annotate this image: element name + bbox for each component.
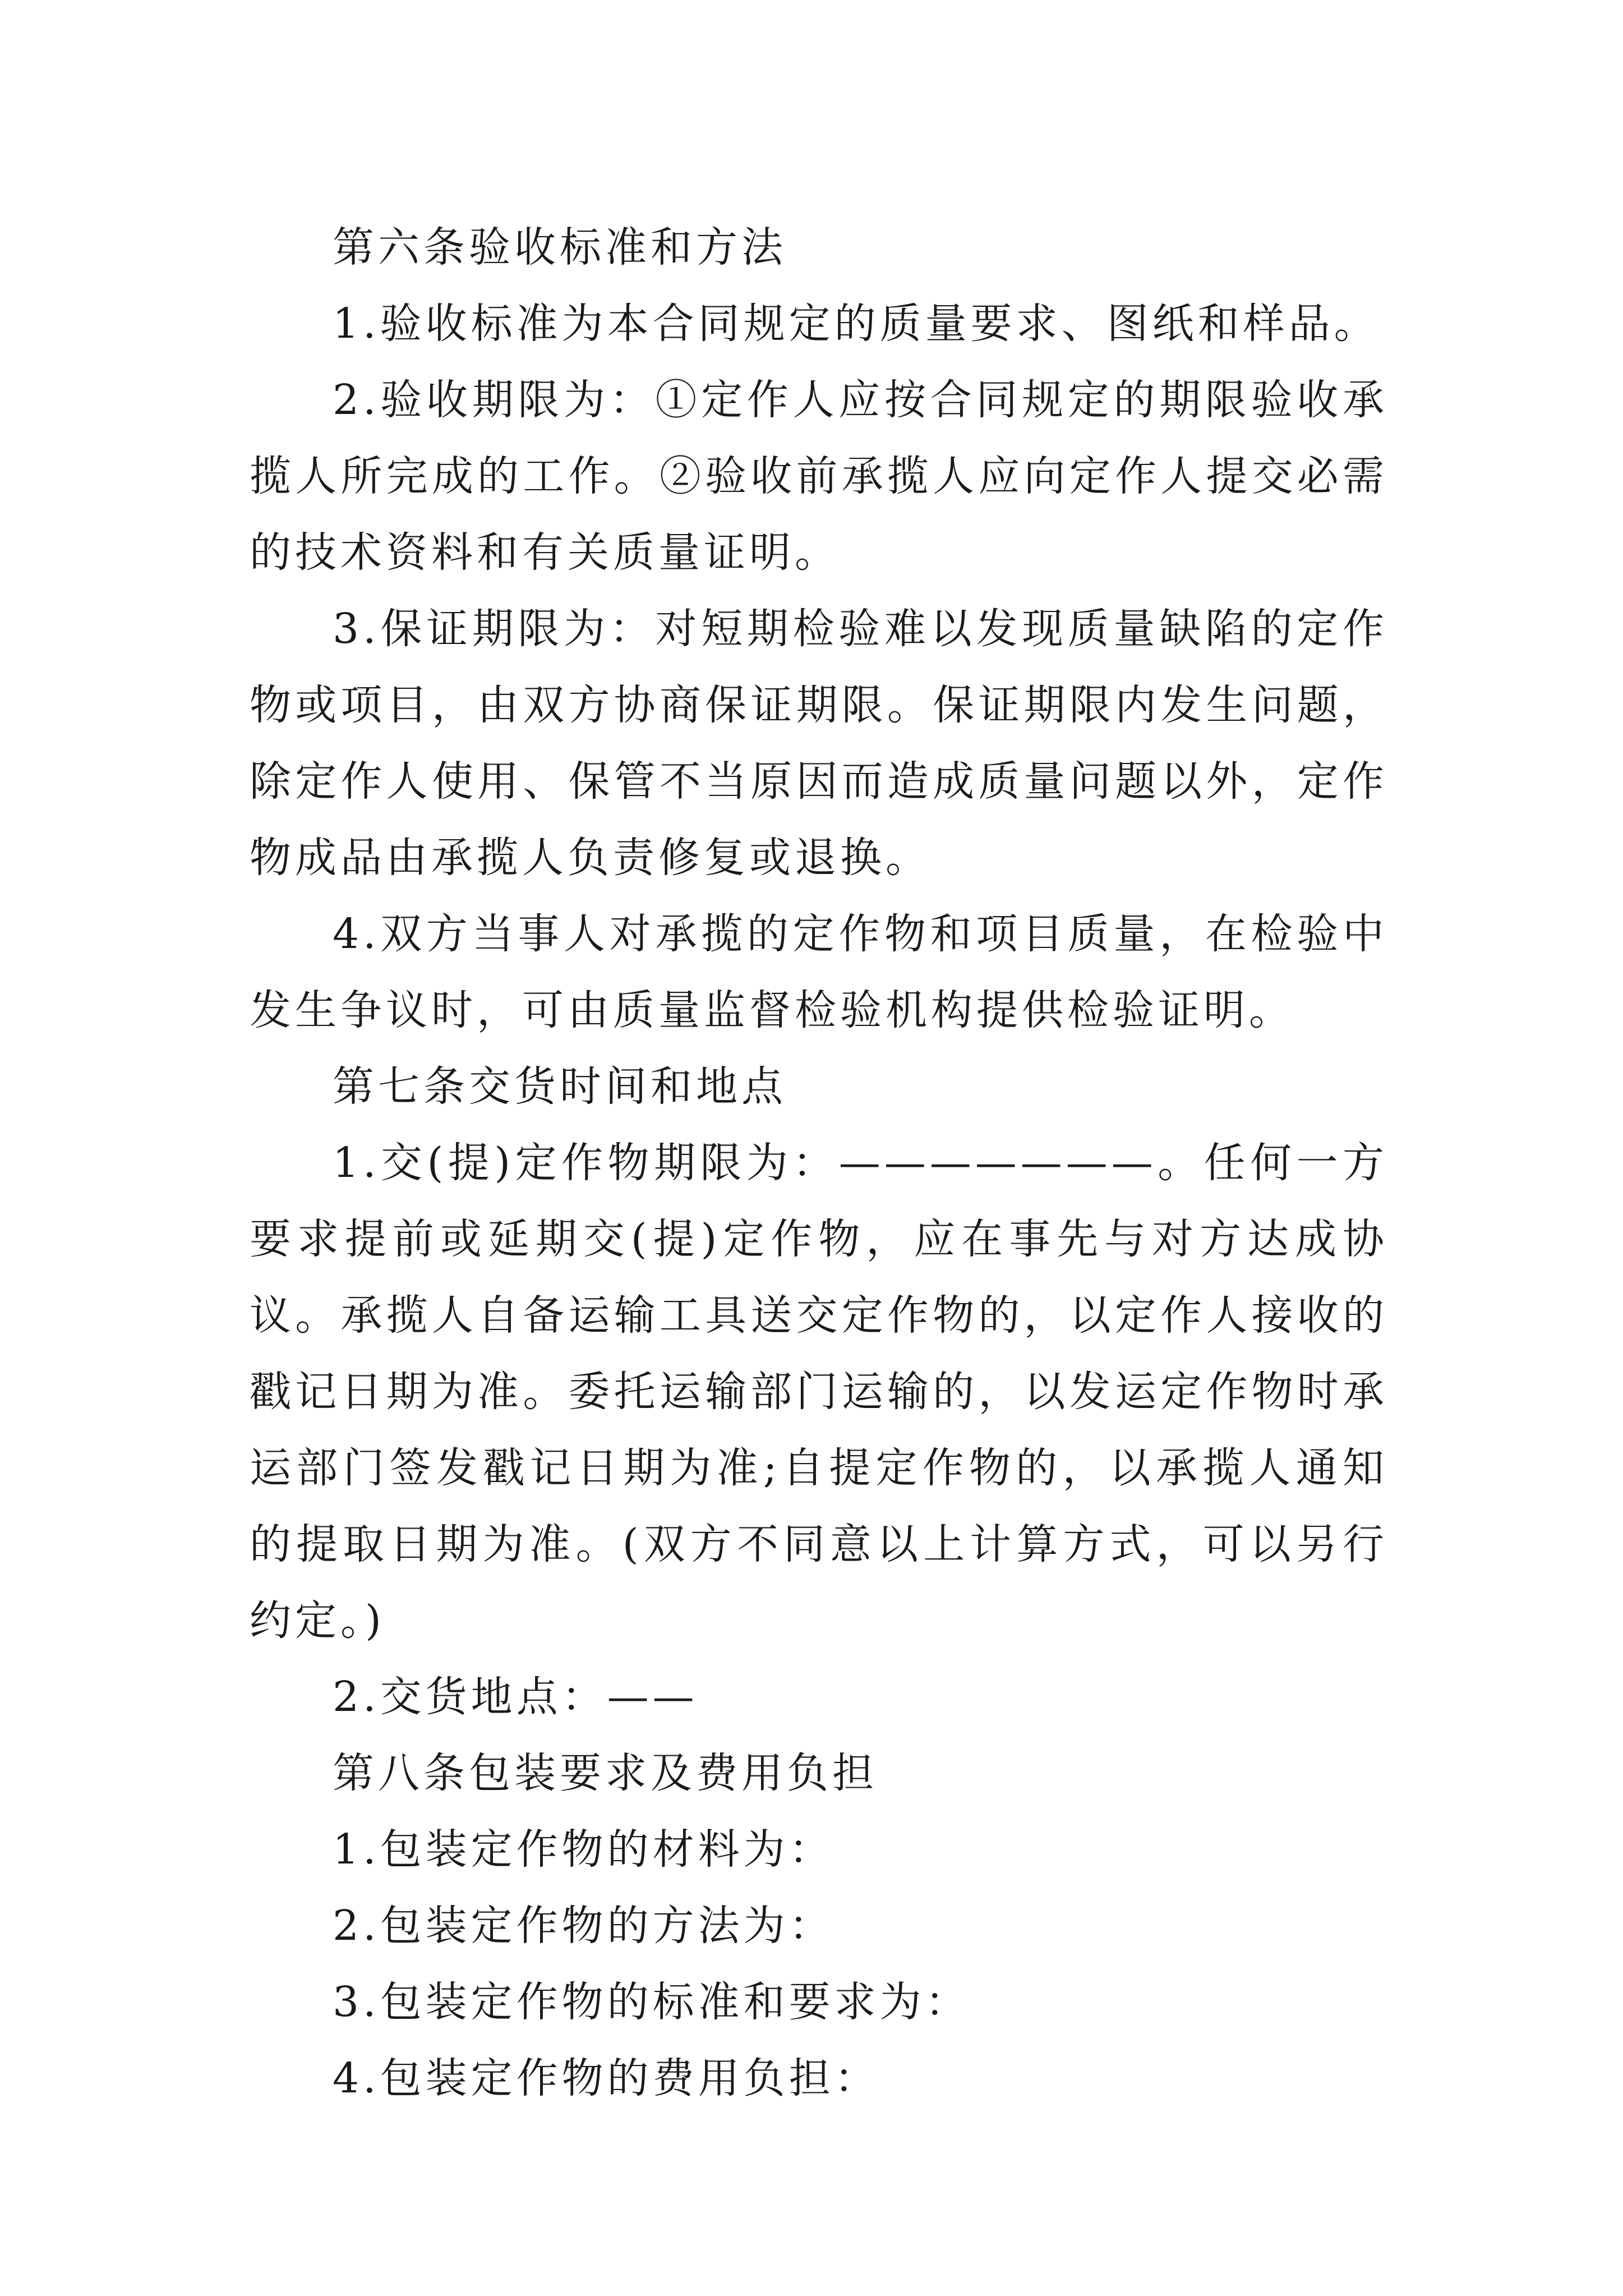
section-6-item-4: 4.双方当事人对承揽的定作物和项目质量，在检验中发生争议时，可由质量监督检验机构提供检验证明。 xyxy=(250,910,1388,1034)
section-8-item-4: 4.包装定作物的费用负担： xyxy=(333,2054,880,2102)
document-body xyxy=(250,209,1388,2116)
section-7-item-1: 1.交(提)定作物期限为：———————。任何一方要求提前或延期交(提)定作物，应在事先与对方达成协议。承揽人自备运输工具送交定作物的，以定作人接收的戳记日期为准。委托运输部门运输的，以发运定作物时承运部门签发戳记日期为准;自提定作物的，以承揽人通知的提取日期为准。(双方不同意以上计算方式，可以另行约定。) xyxy=(250,1139,1388,1645)
section-6-item-3: 3.保证期限为：对短期检验难以发现质量缺陷的定作物或项目，由双方协商保证期限。保证期限内发生问题，除定作人使用、保管不当原因而造成质量问题以外，定作物成品由承揽人负责修复或退换。 xyxy=(250,605,1388,882)
section-6-heading: 第六条验收标准和方法 xyxy=(333,223,787,272)
section-6-item-2: 2.验收期限为：①定作人应按合同规定的期限验收承揽人所完成的工作。②验收前承揽人应向定作人提交必需的技术资料和有关质量证明。 xyxy=(250,376,1388,577)
section-8-item-3: 3.包装定作物的标准和要求为： xyxy=(333,1978,971,2026)
section-6-item-1: 1.验收标准为本合同规定的质量要求、图纸和样品。 xyxy=(333,300,1380,348)
section-7-item-2: 2.交货地点：—— xyxy=(333,1673,698,1721)
section-8-item-1: 1.包装定作物的材料为： xyxy=(333,1825,834,1874)
section-8-item-2: 2.包装定作物的方法为： xyxy=(333,1902,834,1950)
section-7-heading: 第七条交货时间和地点 xyxy=(333,1062,787,1111)
section-8-heading: 第八条包装要求及费用负担 xyxy=(333,1749,878,1797)
